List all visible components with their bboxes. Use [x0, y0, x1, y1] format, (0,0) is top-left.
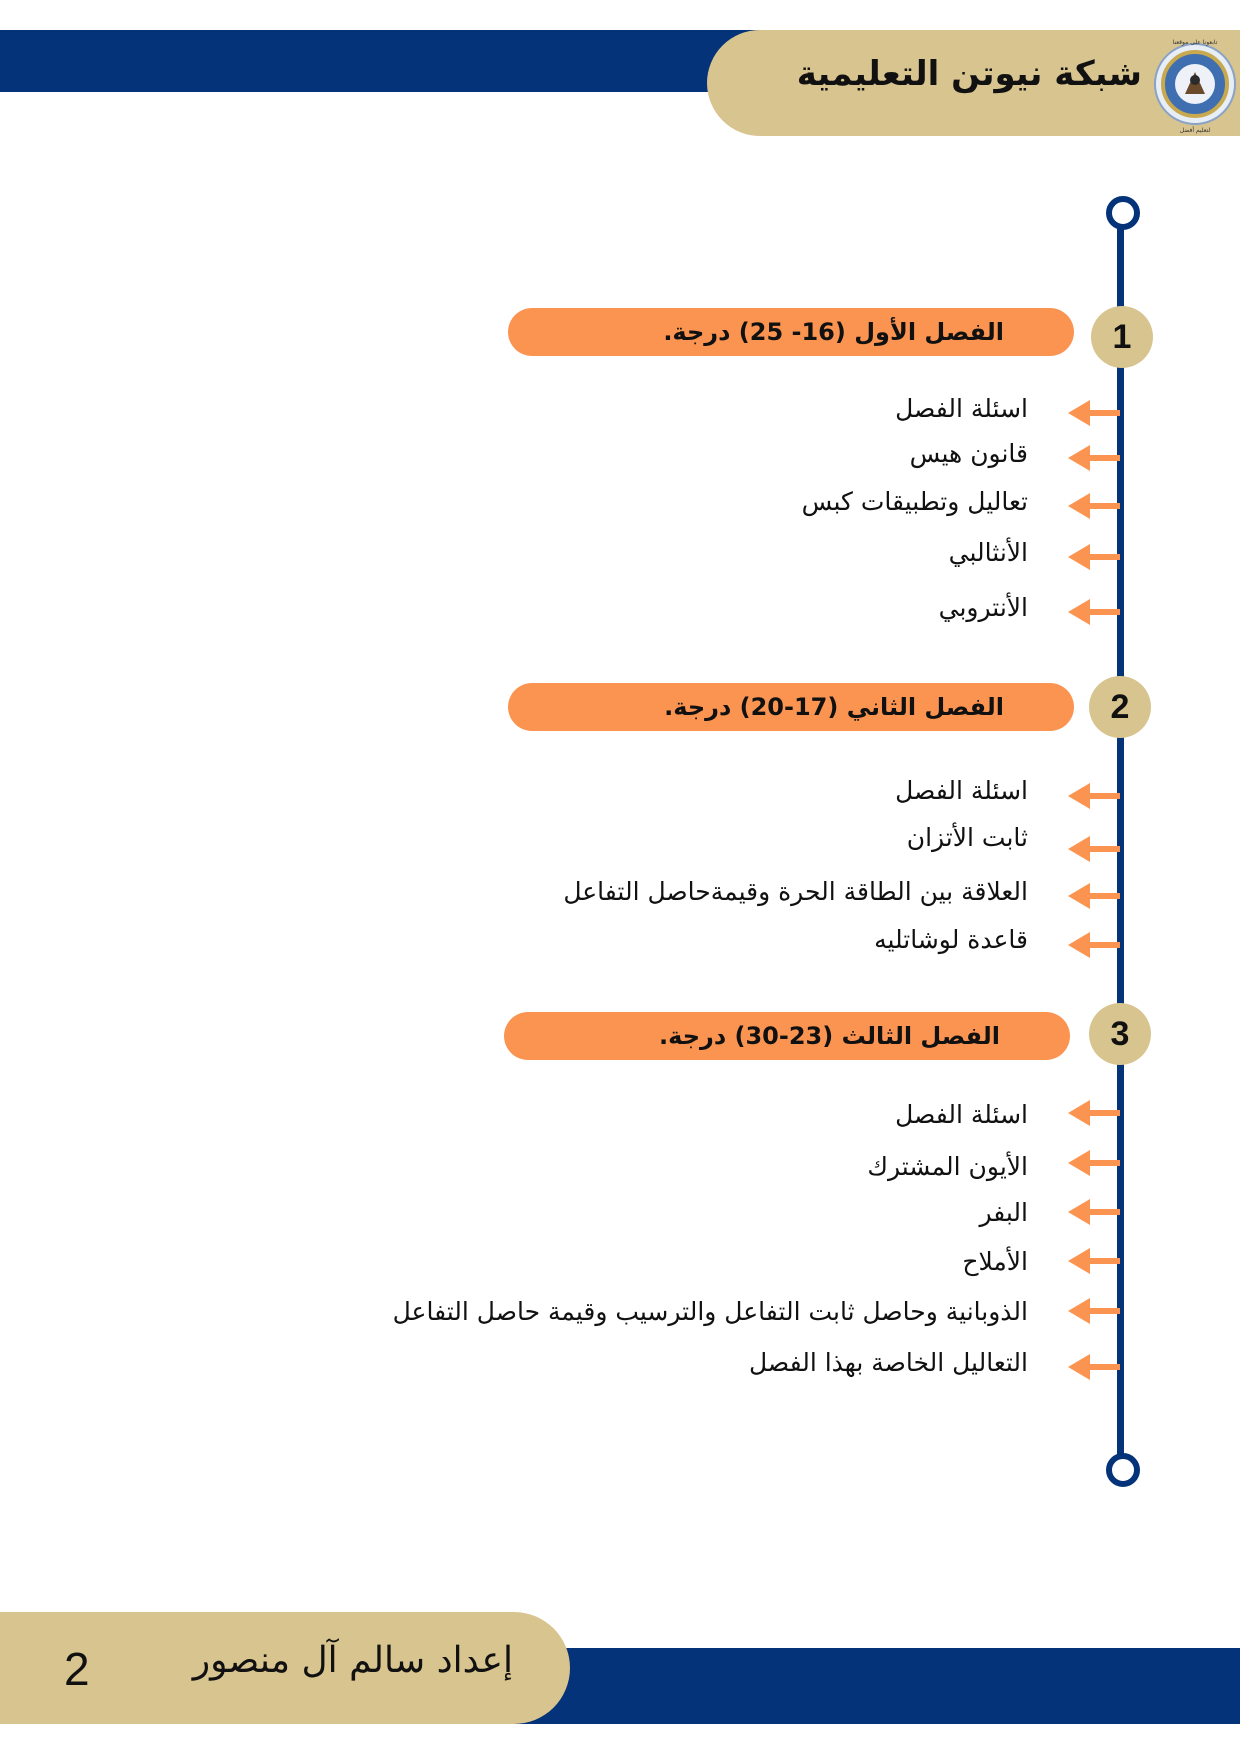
- arrow-left-icon: [1068, 1150, 1120, 1176]
- arrow-left-icon: [1068, 493, 1120, 519]
- arrow-left-icon: [1068, 445, 1120, 471]
- chapter-2-topic-1: اسئلة الفصل: [895, 775, 1028, 805]
- arrow-left-icon: [1068, 1199, 1120, 1225]
- chapter-1-topic-4: الأنثالبي: [948, 537, 1028, 567]
- chapter-2-topic-4: قاعدة لوشاتليه: [874, 924, 1028, 954]
- arrow-left-icon: [1068, 400, 1120, 426]
- arrow-left-icon: [1068, 1354, 1120, 1380]
- arrow-left-icon: [1068, 599, 1120, 625]
- newton-network-logo: [1152, 36, 1238, 134]
- chapter-1-number: 1: [1091, 306, 1153, 368]
- arrow-left-icon: [1068, 1298, 1120, 1324]
- chapter-1-topic-3: تعاليل وتطبيقات كبس: [801, 486, 1028, 516]
- arrow-left-icon: [1068, 783, 1120, 809]
- arrow-left-icon: [1068, 544, 1120, 570]
- page-number: 2: [64, 1643, 90, 1695]
- chapter-2-topic-3: العلاقة بين الطاقة الحرة وقيمةحاصل التفاعل: [563, 876, 1028, 906]
- chapter-3-topic-3: البفر: [979, 1197, 1028, 1227]
- timeline-end-dot: [1106, 1453, 1140, 1487]
- timeline-start-dot: [1106, 196, 1140, 230]
- footer-band: [500, 1648, 1240, 1724]
- chapter-3-topic-4: الأملاح: [962, 1246, 1028, 1276]
- chapter-3-topic-5: الذوبانية وحاصل ثابت التفاعل والترسيب وقيمة حاصل التفاعل: [392, 1296, 1028, 1326]
- page-title: شبكة نيوتن التعليمية: [796, 54, 1142, 94]
- chapter-3-topic-2: الأيون المشترك: [867, 1151, 1028, 1181]
- arrow-left-icon: [1068, 932, 1120, 958]
- chapter-1-topic-2: قانون هيس: [909, 438, 1028, 468]
- header-band: [0, 30, 790, 92]
- arrow-left-icon: [1068, 883, 1120, 909]
- chapter-1-topic-1: اسئلة الفصل: [895, 393, 1028, 423]
- footer-author: إعداد سالم آل منصور: [192, 1640, 513, 1681]
- chapter-3-title: الفصل الثالث (23-30) درجة.: [504, 1012, 1070, 1060]
- chapter-3-number: 3: [1089, 1003, 1151, 1065]
- logo-bottom-text: لتعليم أفضل: [1179, 127, 1211, 134]
- logo-top-text: تابعونا على موقعنا: [1172, 39, 1218, 46]
- arrow-left-icon: [1068, 836, 1120, 862]
- arrow-left-icon: [1068, 1100, 1120, 1126]
- chapter-1-title: الفصل الأول (16- 25) درجة.: [508, 308, 1074, 356]
- chapter-2-topic-2: ثابت الأتزان: [906, 822, 1028, 852]
- arrow-left-icon: [1068, 1248, 1120, 1274]
- chapter-3-topic-1: اسئلة الفصل: [895, 1099, 1028, 1129]
- chapter-2-number: 2: [1089, 676, 1151, 738]
- chapter-3-topic-6: التعاليل الخاصة بهذا الفصل: [748, 1347, 1028, 1377]
- chapter-2-title: الفصل الثاني (17-20) درجة.: [508, 683, 1074, 731]
- chapter-1-topic-5: الأنتروبي: [938, 592, 1028, 622]
